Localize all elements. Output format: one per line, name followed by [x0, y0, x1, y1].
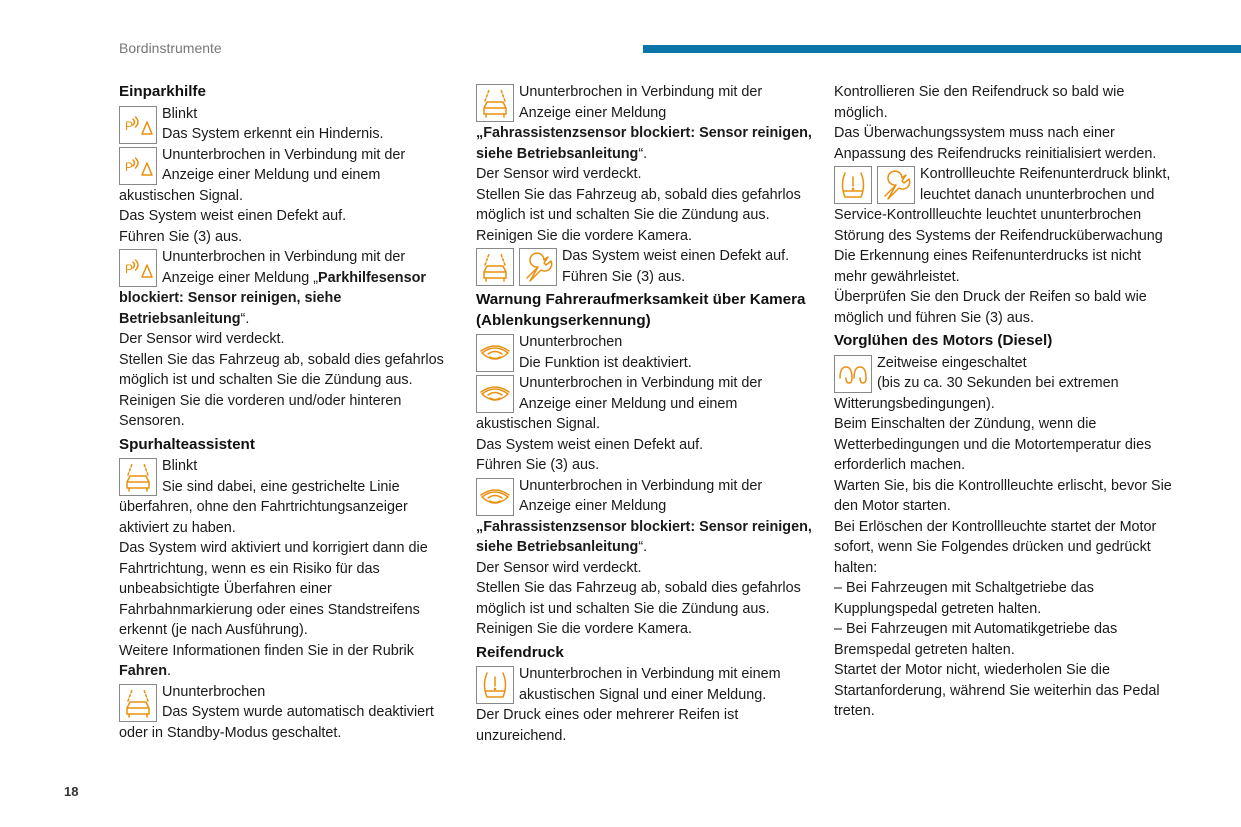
service-wrench-icon — [519, 248, 557, 286]
reifendruck-item — [476, 664, 816, 705]
lane-keeping-icon — [476, 84, 514, 122]
einparkhilfe-item-blinkt — [119, 104, 454, 145]
heading-einparkhilfe: Einparkhilfe — [119, 83, 206, 100]
text-warnung-defekt: Das System weist einen Defekt auf. — [476, 436, 704, 453]
text-kamera-blockiert: „Fahrassistenzsensor blockiert: Sensor reinigen, siehe Betriebsanleitung“. — [476, 125, 812, 162]
text-fuehren: Führen Sie (3) aus. — [119, 228, 243, 245]
tire-pressure-icon — [476, 666, 514, 704]
heading-vorgluehen: Vorglühen des Motors (Diesel) — [834, 332, 1053, 349]
header-accent-bar — [643, 45, 1241, 53]
text-vorgluehen-zuendung: Beim Einschalten der Zündung, wenn die Wetterbedingungen und die Motortemperatur dies erforderlich machen. — [834, 416, 1152, 473]
text-blinkt: Blinkt — [162, 105, 198, 122]
text-defekt: Das System weist einen Defekt auf. — [119, 208, 347, 224]
parking-sensor-icon — [119, 147, 157, 185]
text-vorgluehen-sekunden: (bis zu ca. 30 Sekunden bei extremen Witterungsbedingungen). — [834, 375, 1119, 412]
text-reifen-reinitialisiert: Das Überwachungssystem muss nach einer Anpassung des Reifendrucks reinitialisiert werden. — [834, 125, 1157, 162]
einparkhilfe-item-blockiert — [119, 247, 454, 329]
text-hindernis: Das System erkennt ein Hindernis. — [162, 126, 384, 142]
svg-text:P: P — [125, 262, 134, 276]
text-vorgluehen-erloeschen: Bei Erlöschen der Kontrollleuchte startet der Motor sofort, wenn Sie Folgendes drücken und gedrückt halten: — [834, 518, 1157, 576]
text-reifen-erkennung: Die Erkennung eines Reifenunterdrucks ist nicht mehr gewährleistet. — [834, 248, 1142, 285]
text-reifen-kontrollleuchte: Kontrollleuchte Reifenunterdruck blinkt, leuchtet danach ununterbrochen und Service-Kontrollleuchte leuchtet ununterbrochen — [834, 166, 1171, 223]
kamera-item-defekt — [476, 246, 816, 287]
warnung-item-defekt — [476, 373, 816, 435]
text-spur-ununterbrochen: Ununterbrochen — [162, 683, 266, 700]
text-warnung-reinigen: Reinigen Sie die vordere Kamera. — [476, 621, 692, 637]
svg-text:P: P — [125, 159, 134, 174]
column-2 — [476, 82, 816, 746]
text-rubrik-fahren: Weitere Informationen finden Sie in der Rubrik Fahren. — [119, 642, 414, 679]
text-warnung-abstellen: Stellen Sie das Fahrzeug ab, sobald dies gefahrlos möglich ist und schalten Sie die Zündung aus. — [476, 580, 801, 617]
text-kamera-defekt: Das System weist einen Defekt auf. Führen Sie (3) aus. — [562, 248, 790, 285]
text-warnung-fuehren: Führen Sie (3) aus. — [476, 457, 600, 473]
text-kamera-meldung: Ununterbrochen in Verbindung mit der Anzeige einer Meldung — [519, 84, 763, 121]
text-warnung-meldung: Ununterbrochen in Verbindung mit der Anzeige einer Meldung — [519, 477, 763, 514]
lane-keeping-icon — [119, 684, 157, 722]
spurhalte-item-deaktiviert — [119, 682, 454, 744]
list-item-schaltgetriebe: – Bei Fahrzeugen mit Schaltgetriebe das Kupplungspedal getreten halten. — [834, 580, 1094, 617]
service-wrench-icon — [877, 166, 915, 204]
vorgluehen-item — [834, 353, 1174, 415]
text-vorgluehen-zeitweise: Zeitweise eingeschaltet — [877, 354, 1027, 371]
text-ununterbrochen-signal: Ununterbrochen in Verbindung mit der Anzeige einer Meldung und einem akustischen Signal. — [119, 146, 406, 204]
text-warnung-signal: Ununterbrochen in Verbindung mit der Anzeige einer Meldung und einem akustischen Signal. — [476, 375, 763, 432]
heading-spurhalteassistent: Spurhalteassistent — [119, 435, 255, 453]
text-warnung-ununterbrochen: Ununterbrochen — [519, 334, 623, 350]
text-vorgluehen-warten: Warten Sie, bis die Kontrollleuchte erlischt, bevor Sie den Motor starten. — [834, 477, 1172, 514]
column-1 — [119, 82, 454, 743]
lane-keeping-icon — [119, 458, 157, 496]
text-warnung-blockiert: „Fahrassistenzsensor blockiert: Sensor reinigen, siehe Betriebsanleitung“. — [476, 518, 812, 555]
text-warnung-deaktiviert: Die Funktion ist deaktiviert. — [519, 354, 692, 371]
lane-keeping-icon — [476, 248, 514, 286]
kamera-item-blockiert — [476, 82, 816, 123]
text-abstellen: Stellen Sie das Fahrzeug ab, sobald dies gefahrlos möglich ist und schalten Sie die Zündung aus. — [119, 351, 444, 388]
text-standby: Das System wurde automatisch deaktiviert oder in Standby-Modus geschaltet. — [119, 704, 434, 741]
text-spur-aktiviert: Das System wird aktiviert und korrigiert dann die Fahrtrichtung, wenn es ein Risiko für das unbeabsichtigte Überfahren einer Fahrbahnmarkierung oder eines Standstreifens erkennt (je nach Ausführung). — [119, 540, 428, 638]
text-meldung-parkhilfe: Ununterbrochen in Verbindung mit der Anzeige einer Meldung „Parkhilfesensor blockiert: Sensor reinigen, siehe Betriebsanleitung“. — [119, 249, 426, 327]
text-verdeckt: Der Sensor wird verdeckt. — [119, 331, 285, 347]
text-reifendruck-unzureichend: Der Druck eines oder mehrerer Reifen ist unzureichend. — [476, 707, 739, 744]
parking-sensor-icon — [119, 249, 157, 287]
driver-attention-icon — [476, 334, 514, 372]
text-reifen-kontrollieren: Kontrollieren Sie den Reifendruck so bald wie möglich. — [834, 84, 1125, 121]
heading-warnung-fahreraufmerksamkeit: Warnung Fahreraufmerksamkeit über Kamera (Ablenkungserkennung) — [476, 291, 806, 329]
section-label: Bordinstrumente — [119, 40, 222, 56]
list-item-automatikgetriebe: – Bei Fahrzeugen mit Automatikgetriebe das Bremspedal getreten halten. — [834, 621, 1118, 658]
text-kamera-reinigen: Reinigen Sie die vordere Kamera. — [476, 227, 692, 244]
reifen-item-stoerung — [834, 164, 1174, 226]
einparkhilfe-item-defekt — [119, 145, 454, 207]
svg-text:P: P — [125, 118, 134, 133]
text-reifendruck-signal: Ununterbrochen in Verbindung mit einem akustischen Signal und einer Meldung. — [519, 666, 781, 703]
text-reifen-ueberpruefen: Überprüfen Sie den Druck der Reifen so bald wie möglich und führen Sie (3) aus. — [834, 289, 1147, 326]
spurhalte-item-blinkt — [119, 456, 454, 538]
text-warnung-verdeckt: Der Sensor wird verdeckt. — [476, 559, 642, 576]
heading-reifendruck: Reifendruck — [476, 643, 564, 661]
text-kamera-verdeckt: Der Sensor wird verdeckt. — [476, 166, 642, 182]
driver-attention-icon — [476, 375, 514, 413]
text-vorgluehen-startet-nicht: Startet der Motor nicht, wiederholen Sie die Startanforderung, während Sie weiterhin das Pedal treten. — [834, 662, 1160, 719]
glow-plug-icon — [834, 355, 872, 393]
warnung-item-blockiert — [476, 476, 816, 517]
text-spur-blinkt: Blinkt — [162, 458, 198, 474]
page-number: 18 — [64, 784, 79, 799]
driver-attention-icon — [476, 478, 514, 516]
text-reinigen-sensoren: Reinigen Sie die vorderen und/oder hinteren Sensoren. — [119, 392, 402, 429]
tire-pressure-icon — [834, 166, 872, 204]
text-kamera-abstellen: Stellen Sie das Fahrzeug ab, sobald dies gefahrlos möglich ist und schalten Sie die Zündung aus. — [476, 186, 801, 223]
parking-sensor-icon — [119, 106, 157, 144]
text-reifen-stoerung: Störung des Systems der Reifendrucküberwachung — [834, 227, 1163, 244]
text-gestrichelte-linie: Sie sind dabei, eine gestrichelte Linie überfahren, ohne den Fahrtrichtungsanzeiger aktiviert zu haben. — [119, 478, 408, 536]
warnung-item-deaktiviert — [476, 332, 816, 373]
column-3 — [834, 82, 1174, 722]
